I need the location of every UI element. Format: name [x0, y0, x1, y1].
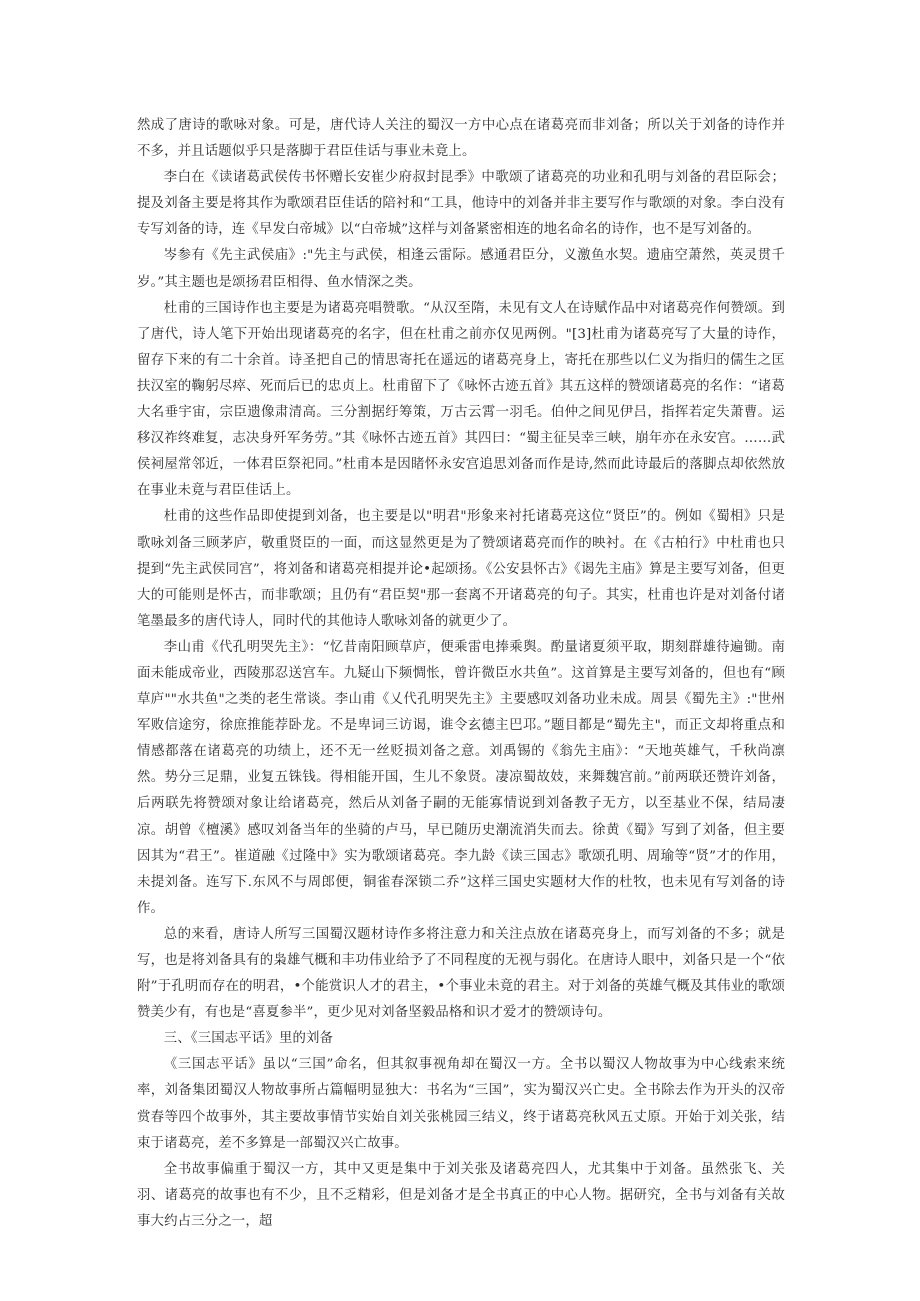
paragraph-pinghua-intro: 《三国志平话》虽以“三国”命名，但其叙事视角却在蜀汉一方。全书以蜀汉人物故事为中心线索来统率，刘备集团蜀汉人物故事所占篇幅明显独大：书名为“三国”，实为蜀汉兴亡史。全书除去作为开头的汉帝赏春等四个故事外，其主要故事情节实始自刘关张桃园三结义，终于诸葛亮秋风五丈原。开始于刘关张，结束于诸葛亮，差不多算是一部蜀汉兴亡故事。	[137, 1057, 785, 1151]
section-heading-pinghua: 三、《三国志平话》里的刘备	[163, 1031, 334, 1047]
paragraph-pinghua-focus: 全书故事偏重于蜀汉一方，其中又更是集中于刘关张及诸葛亮四人，尤其集中于刘备。虽然张飞、关羽、诸葛亮的故事也有不少，且不乏精彩，但是刘备才是全书真正的中心人物。据研究，全书与刘备有关故事大约占三分之一，超	[137, 1161, 785, 1229]
paragraph-du-fu-liu-bei: 杜甫的这些作品即使提到刘备，也主要是以"明君"形象来衬托诸葛亮这位“贤臣”的。例如《蜀相》只是歌咏刘备三顾茅庐，敬重贤臣的一面，而这显然更是为了赞颂诸葛亮而作的映衬。在《古柏行》中杜甫也只提到“先主武侯同宫”，将刘备和诸葛亮相提并论•起颂扬。《公安县怀古》《谒先主庙》算是主要写刘备，但更大的可能则是怀古，而非歌颂；且仍有“君臣契"那一套离不开诸葛亮的句子。其实，杜甫也许是对刘备付诸笔墨最多的唐代诗人，同时代的其他诗人歌咏刘备的就更少了。	[137, 509, 785, 629]
paragraph-du-fu-zhuge: 杜甫的三国诗作也主要是为诸葛亮唱赞歌。“从汉至隋，未见有文人在诗赋作品中对诸葛亮作何赞颂。到了唐代，诗人笔下开始出现诸葛亮的名字，但在杜甫之前亦仅见两例。"[3]杜甫为诸葛亮写了大量的诗作，留存下来的有二十余首。诗圣把自己的情思寄托在遥远的诸葛亮身上，寄托在那些以仁义为指归的儒生之匡扶汉室的鞠躬尽瘁、死而后已的忠贞上。杜甫留下了《咏怀古迹五首》其五这样的赞颂诸葛亮的名作：“诸葛大名垂宇宙，宗臣遗像肃清高。三分割据纡筹策，万古云霄一羽毛。伯仲之间见伊吕，指挥若定失萧曹。运移汉祚终难复，志决身歼军务劳。”其《咏怀古迹五首》其四曰：“蜀主征吴幸三峡，崩年亦在永安宫。……武侯祠屋常邻近，一体君臣祭祀同。”杜甫本是因睹怀永安宫追思刘备而作是诗,然而此诗最后的落脚点却依然放在事业未竟与君臣佳话上。	[137, 300, 785, 499]
paragraph-cen-shen: 岑参有《先主武侯庙》:"先主与武侯，相逢云雷际。感通君臣分，义激鱼水契。遗庙空萧然，英灵贯千岁。”其主题也是颂扬君臣相得、鱼水情深之类。	[137, 248, 785, 290]
document-body	[137, 113, 785, 1235]
paragraph-intro-continuation: 然成了唐诗的歌咏对象。可是，唐代诗人关注的蜀汉一方中心点在诸葛亮而非刘备；所以关于刘备的诗作并不多，并且话题似乎只是落脚于君臣佳话与事业未竟上。	[137, 118, 785, 160]
paragraph-other-poets: 李山甫《代孔明哭先主》：“忆昔南阳顾草庐，便乘雷电捧乘舆。酌量诸夏须平取，期刻群雄待遍锄。南面未能成帝业，西陵那忍送宫车。九疑山下频惆怅，曾许微臣水共鱼”。这首算是主要写刘备的，但也有“顾草庐""水共鱼"之类的老生常谈。李山甫《乂代孔明哭先主》主要感叹刘备功业未成。周昙《蜀先主》:"世州军败信途穷，徐庶推能荐卧龙。不是卑词三访谒，谁令玄德主巴邛。”题目都是“蜀先主"，而正文却将重点和情感都落在诸葛亮的功绩上，还不无一丝贬损刘备之意。刘禹锡的《翁先主庙》：“天地英雄气，千秋尚凛然。势分三足鼎，业复五铢钱。得相能开国，生儿不象贤。凄凉蜀故妓，来舞魏宫前。”前两联还赞许刘备，后两联先将赞颂对象让给诸葛亮，然后从刘备子嗣的无能寡情说到刘备教子无方，以至基业不保，结局凄凉。胡曾《檀溪》感叹刘备当年的坐骑的卢马，早已随历史潮流消失而去。徐黄《蜀》写到了刘备，但主要因其为“君王”。崔道融《过隆中》实为歌颂诸葛亮。李九龄《读三国志》歌颂孔明、周瑜等“贤”才的作用，未提刘备。连写下.东风不与周郎便，铜雀春深锁二乔”这样三国史实题材大作的杜牧，也未见有写刘备的诗作。	[137, 639, 785, 916]
paragraph-li-bai: 李白在《读诸葛武侯传书怀赠长安崔少府叔封昆季》中歌颂了诸葛亮的功业和孔明与刘备的君臣际会；提及刘备主要是将其作为歌颂君臣佳话的陪衬和“工具，他诗中的刘备并非主要写作与歌颂的对象。李白没有专写刘备的诗，连《早发白帝城》以“白帝城”这样与刘备紧密相连的地名命名的诗作，也不是写刘备的。	[137, 170, 785, 238]
paragraph-summary: 总的来看，唐诗人所写三国蜀汉题材诗作多将注意力和关注点放在诸葛亮身上，而写刘备的不多；就是写，也是将刘备具有的枭雄气概和丰功伟业给予了不同程度的无视与弱化。在唐诗人眼中，刘备只是一个“依附”于孔明而存在的明君，•个能赏识人才的君主，•个事业未竟的君主。对于刘备的英雄气概及其伟业的歌颂赞美少有，有也是“喜夏参半”，更少见对刘备坚毅品格和识才爱才的赞颂诗句。	[137, 926, 785, 1021]
